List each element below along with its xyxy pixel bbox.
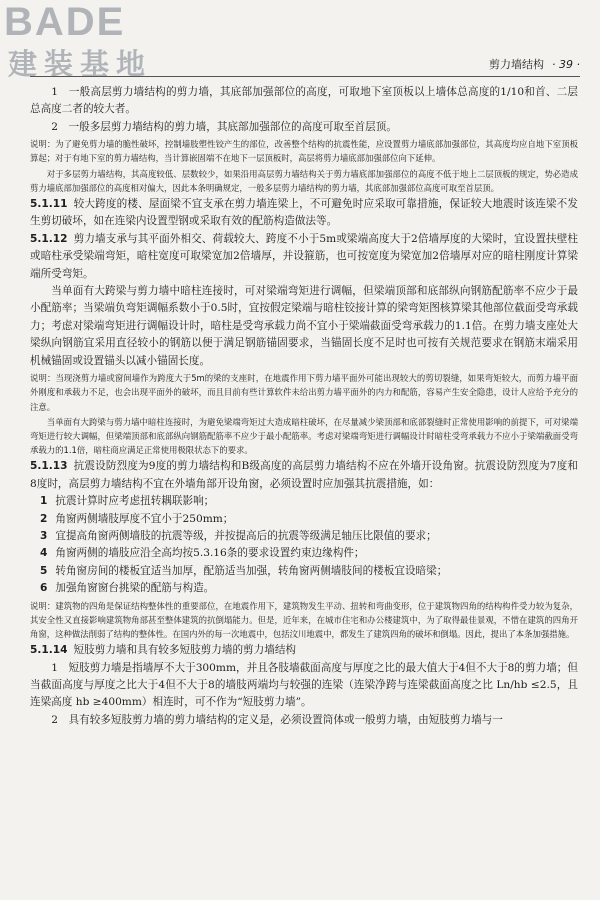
list-item bbox=[30, 511, 578, 528]
item-text: 转角窗房间的楼板宜适当加厚，配筋适当加强，转角窗两侧墙肢间的楼板宜设暗梁； bbox=[55, 564, 448, 577]
item-number: 1 bbox=[40, 495, 48, 508]
explanatory-note: 说明：建筑物的四角是保证结构整体性的重要部位，在地震作用下，建筑物发生平动、扭转和弯曲变形，位于建筑物四角的结构构件受力较为复杂，其安全性又直接影响建筑物角部甚至整体建筑的抗倒塌能力。但是，近年来，在城市住宅和办公楼建筑中，为了取得最佳景观，不惜在建筑的四角开角窗，这种做法削弱了结构的整体性。在国内外的每一次地震中，包括汶川地震中，都发生了建筑四角的破坏和倒塌。因此，提出了本条加强措施。 bbox=[30, 600, 578, 639]
item-text: 角窗两侧的墙肢应沿全高均按5.3.16条的要求设置约束边缘构件； bbox=[55, 547, 365, 560]
item-text: 宜提高角窗两侧墙肢的抗震等级，并按提高后的抗震等级满足轴压比限值的要求； bbox=[55, 529, 437, 542]
paragraph: 1 短肢剪力墙是指墙厚不大于300mm，并且各肢墙截面高度与厚度之比的最大值大于4但不大于8的剪力墙；但当截面高度与厚度之比大于4但不大于8的墙肢两端均与较强的连梁（连梁净跨与连梁截面高度之比 Ln/hb ≤2.5，且连梁高度 hb ≥400mm）相连时，可不作为“短肢剪力墙”。 bbox=[30, 661, 578, 709]
item-number: 3 bbox=[40, 529, 48, 542]
body-text bbox=[30, 84, 578, 729]
page-number: · 39 · bbox=[552, 58, 580, 71]
list-item bbox=[30, 580, 578, 597]
item-text: 加强角窗窗台挑梁的配筋与构造。 bbox=[55, 582, 215, 595]
header-rule bbox=[30, 76, 580, 77]
paragraph: 2 一般多层剪力墙结构的剪力墙，其底部加强部位的高度可取至首层顶。 bbox=[51, 120, 397, 133]
item-text: 抗震计算时应考虑扭转耦联影响； bbox=[55, 495, 215, 508]
clause-5-1-14 bbox=[30, 642, 578, 659]
clause-text: 短肢剪力墙和具有较多短肢剪力墙的剪力墙结构 bbox=[73, 644, 297, 657]
item-number: 4 bbox=[40, 547, 48, 560]
clause-number: 5.1.14 bbox=[30, 644, 68, 657]
clause-5-1-12 bbox=[30, 231, 578, 283]
item-number: 5 bbox=[40, 564, 48, 577]
running-header bbox=[489, 56, 580, 72]
paragraph: 当单面有大跨梁与剪力墙中暗柱连接时，可对梁端弯矩进行调幅，但梁端顶部和底部纵向钢筋配筋率不应少于最小配筋率；当梁端负弯矩调幅系数小于0.5时，宜按假定梁端与暗柱铰接计算的梁弯矩图核算梁其他部位截面受弯承载力；考虑对梁端弯矩进行调幅设计时，暗柱是受弯承载力尚不宜小于梁端截面受弯承载力的1.1倍。在剪力墙支座处大梁纵向钢筋宜采用直径较小的钢筋以便于满足钢筋锚固要求，当锚固长度不足时也可按有关规范要求在钢筋末端采用机械锚固或设置锚头以减小锚固长度。 bbox=[30, 285, 578, 367]
explanatory-note: 说明：当现浇剪力墙或窗间墙作为跨度大于5m的梁的支座时，在地震作用下剪力墙平面外可能出现较大的剪切裂缝，如果弯矩较大，而剪力墙平面外刚度和承载力不足，也会出现平面外的破坏，而且目前有些计算软件未给出剪力墙平面外的内力和配筋，容易产生安全隐患，设计人应给予充分的注意。 bbox=[30, 373, 578, 412]
item-number: 6 bbox=[40, 582, 48, 595]
paragraph: 2 具有较多短肢剪力墙的剪力墙结构的定义是，必须设置筒体或一般剪力墙，由短肢剪力墙与一 bbox=[51, 713, 503, 726]
explanatory-note: 对于多层剪力墙结构，其高度较低、层数较少，如果沿用高层剪力墙结构关于剪力墙底部加强部位的高度不低于地上二层顶板的规定，势必造成剪力墙底部加强部位的高度相对偏大，因此本条明确规定，一般多层剪力墙结构的剪力墙，其底部加强部位高度可取至首层顶。 bbox=[30, 168, 578, 193]
paragraph: 1 一般高层剪力墙结构的剪力墙，其底部加强部位的高度，可取地下室顶板以上墙体总高度的1/10和首、二层总高度二者的较大者。 bbox=[30, 86, 578, 116]
watermark-brand: BADE bbox=[4, 0, 126, 44]
clause-text: 抗震设防烈度为9度的剪力墙结构和B级高度的高层剪力墙结构不应在外墙开设角窗。抗震设防烈度为7度和8度时，高层剪力墙结构不宜在外墙角部开设角窗，必须设置时应加强其抗震措施，如： bbox=[30, 460, 578, 490]
clause-5-1-11 bbox=[30, 196, 578, 231]
list-item bbox=[30, 563, 578, 580]
item-text: 角窗两侧墙肢厚度不宜小于250mm； bbox=[55, 512, 234, 525]
clause-text: 较大跨度的楼、屋面梁不宜支承在剪力墙连梁上，不可避免时应采取可靠措施，保证较大地震时该连梁不发生剪切破坏，如在连梁内设置型钢或采取有效的配筋构造做法等。 bbox=[30, 198, 578, 228]
clause-5-1-13 bbox=[30, 458, 578, 493]
clause-text: 剪力墙支承与其平面外相交、荷载较大、跨度不小于5m或梁端高度大于2倍墙厚度的大梁时，宜设置扶壁柱或暗柱承受梁端弯矩，暗柱宽度可取梁宽加2倍墙厚，并设箍筋，也可按宽度为梁宽加2倍墙厚对应的暗柱刚度计算梁端所受弯矩。 bbox=[30, 232, 578, 280]
clause-number: 5.1.11 bbox=[30, 198, 68, 211]
item-number: 2 bbox=[40, 512, 48, 525]
clause-number: 5.1.13 bbox=[30, 460, 68, 473]
explanatory-note: 说明：为了避免剪力墙的脆性破坏，控制墙肢塑性铰产生的部位，改善整个结构的抗震性能，应设置剪力墙底部加强部位，其高度均应自地下室顶板算起；对于有地下室的剪力墙结构，当计算嵌固端不在地下一层顶板时，高层将剪力墙底部加强部位向下延伸。 bbox=[30, 139, 578, 164]
clause-number: 5.1.12 bbox=[30, 232, 68, 245]
explanatory-note: 当单面有大跨梁与剪力墙中暗柱连接时，为避免梁端弯矩过大造成暗柱破坏，在尽量减少梁顶部和底部裂缝时正常使用影响的前提下，可对梁端弯矩进行较大调幅，但梁端顶部和底部纵向钢筋配筋率不应少于最小配筋率。考虑对梁端弯矩进行调幅设计时暗柱受弯承载力不应小于梁端截面受弯承载力的1.1倍，暗柱商应满足正常使用极限状态下的要求。 bbox=[30, 416, 578, 456]
watermark-subtitle: 建装基地 bbox=[8, 47, 153, 81]
list-item bbox=[30, 493, 578, 510]
list-item bbox=[30, 545, 578, 562]
list-item bbox=[30, 528, 578, 545]
section-title: 剪力墙结构 bbox=[489, 58, 545, 71]
